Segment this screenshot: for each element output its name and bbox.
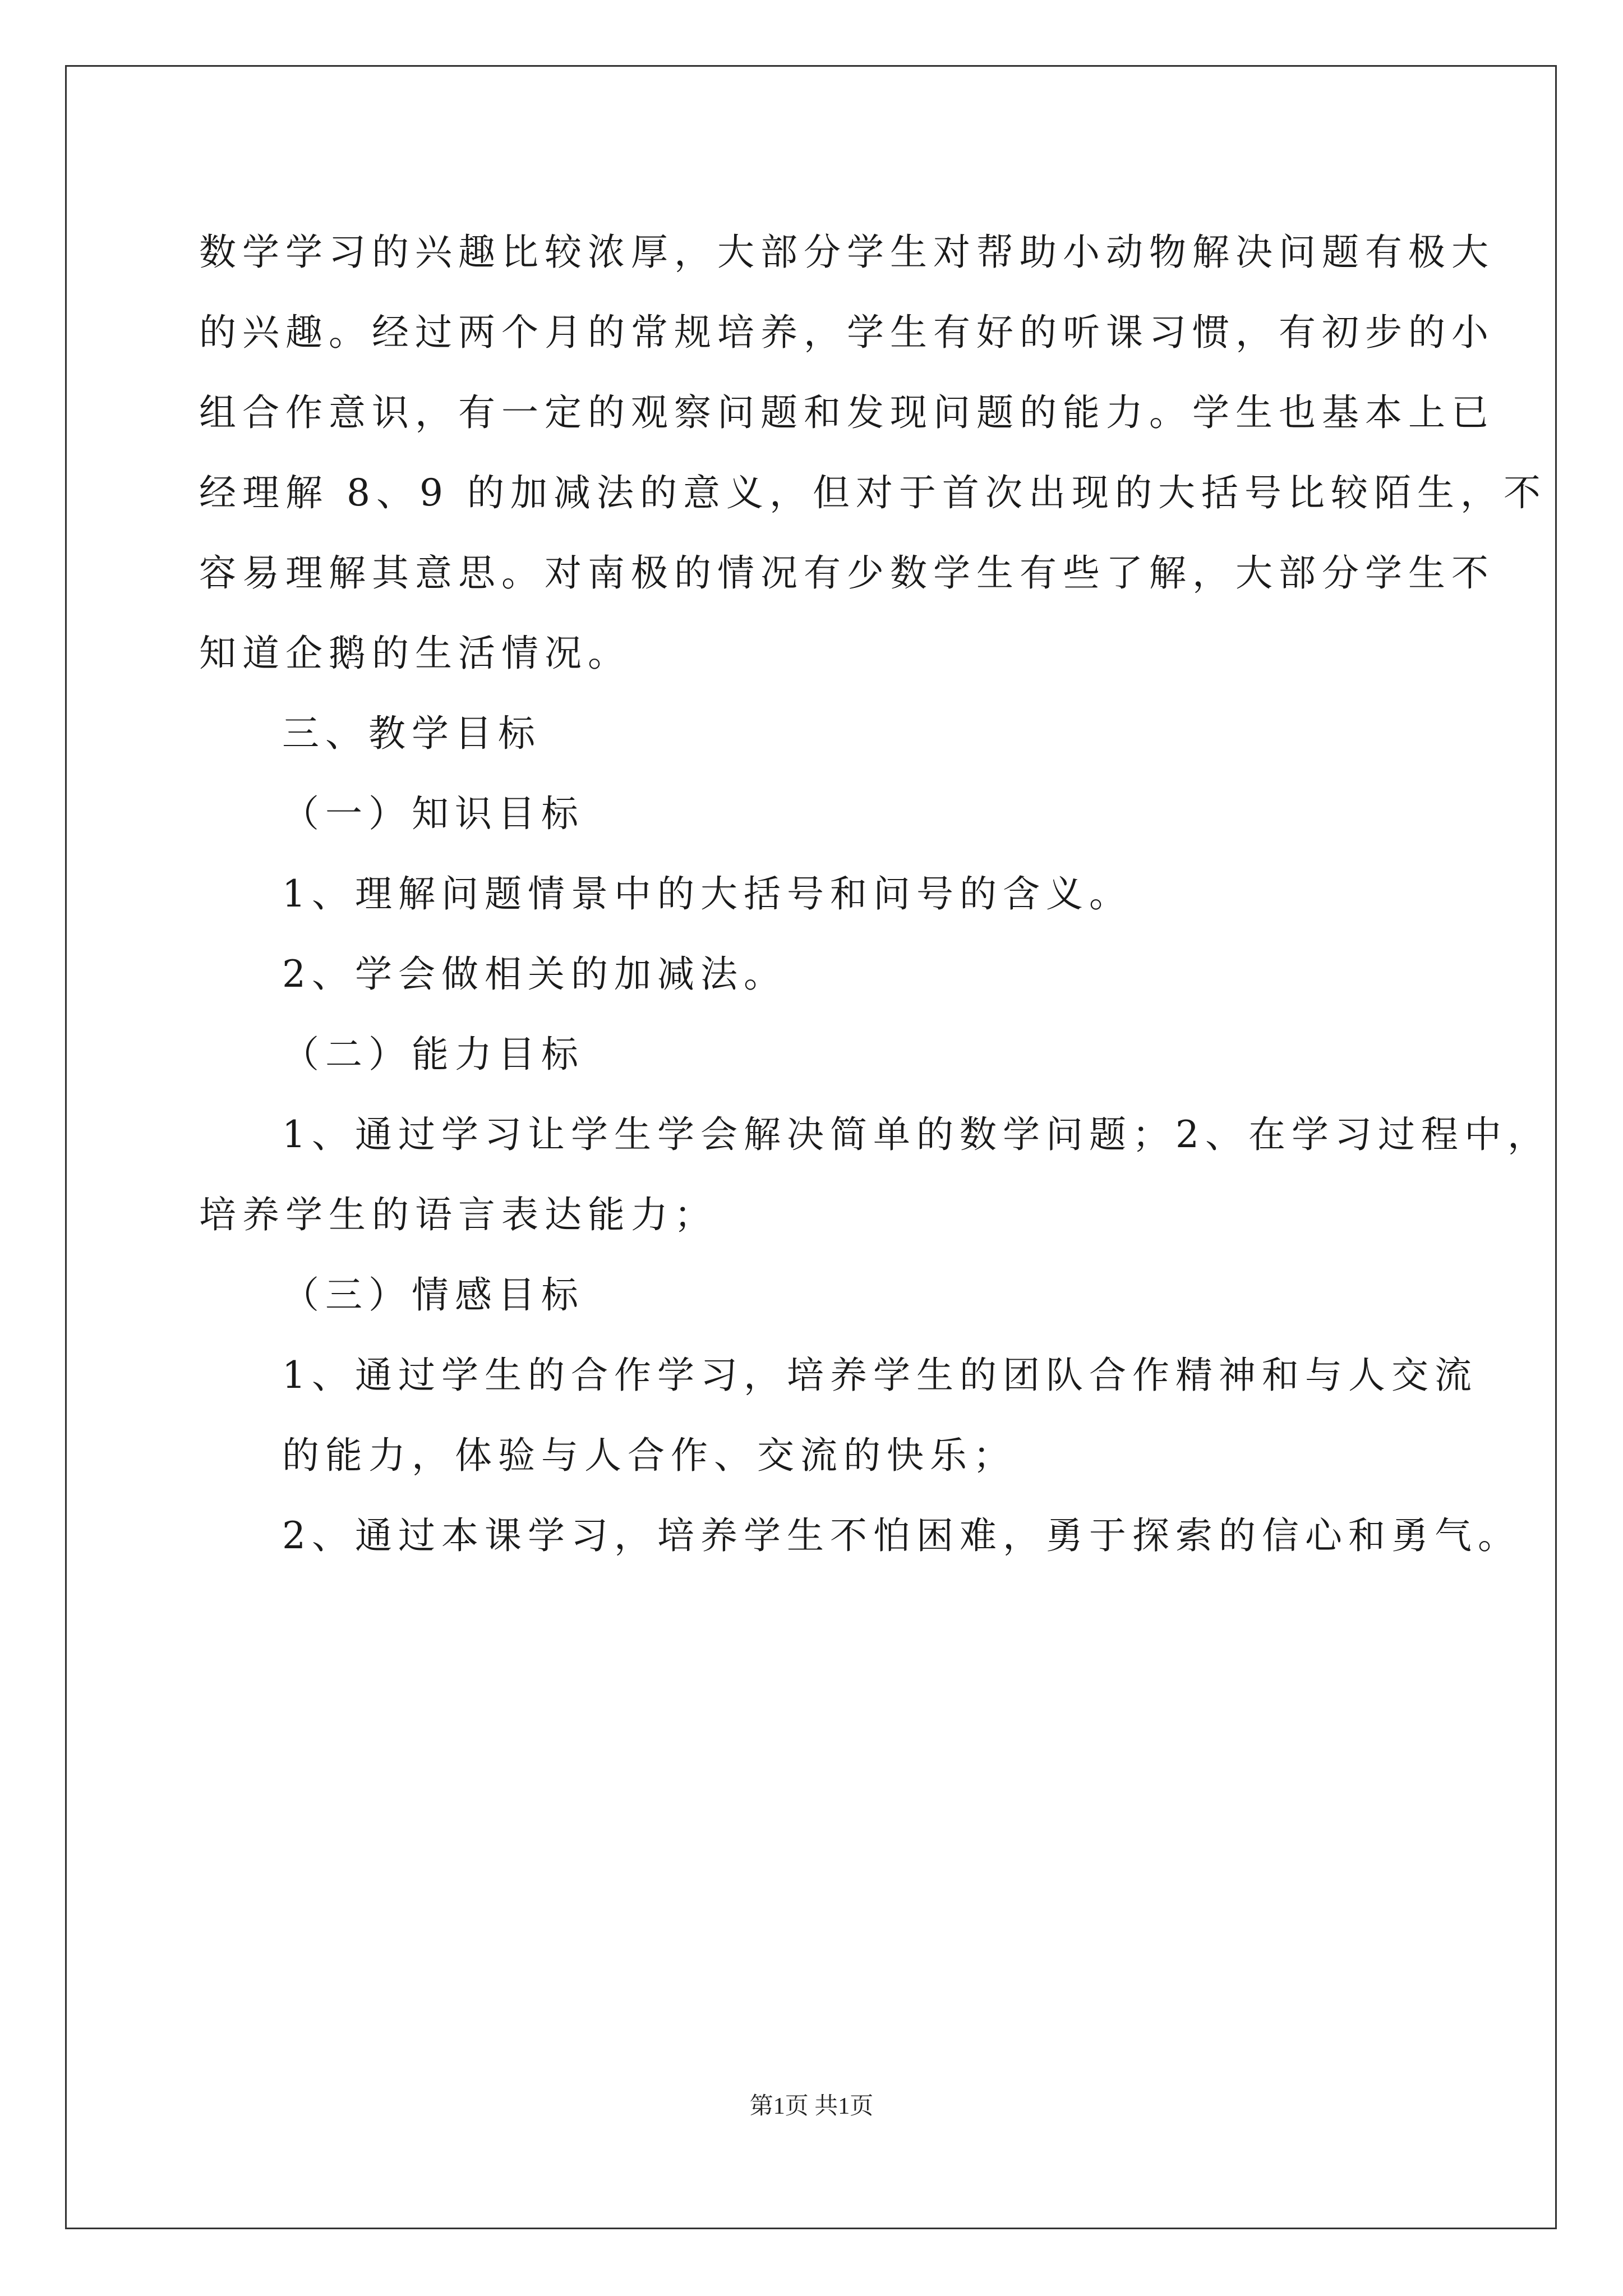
page-footer: 第1页 共1页	[749, 2093, 874, 2119]
list-item: 2、学会做相关的加减法。	[282, 953, 787, 996]
subsection-heading: （一）知识目标	[282, 792, 584, 835]
paragraph-line: 经理解 8、9 的加减法的意义，但对于首次出现的大括号比较陌生，不	[199, 471, 1547, 514]
paragraph-line: 组合作意识，有一定的观察问题和发现问题的能力。学生也基本上已	[199, 391, 1495, 434]
paragraph-line: 的兴趣。经过两个月的常规培养，学生有好的听课习惯，有初步的小	[199, 311, 1495, 354]
paragraph-line: 容易理解其意思。对南极的情况有少数学生有些了解，大部分学生不	[199, 551, 1495, 595]
paragraph-line: 数学学习的兴趣比较浓厚，大部分学生对帮助小动物解决问题有极大	[199, 231, 1495, 274]
list-item-continuation: 培养学生的语言表达能力；	[199, 1193, 717, 1236]
section-heading: 三、教学目标	[282, 712, 541, 755]
list-item: 1、理解问题情景中的大括号和问号的含义。	[282, 872, 1132, 915]
paragraph-line: 知道企鹅的生活情况。	[199, 632, 631, 675]
list-item: 2、通过本课学习，培养学生不怕困难，勇于探索的信心和勇气。	[282, 1514, 1521, 1557]
list-item-continuation: 的能力，体验与人合作、交流的快乐；	[282, 1434, 1016, 1477]
list-item: 1、通过学生的合作学习，培养学生的团队合作精神和与人交流	[282, 1354, 1478, 1397]
list-item: 1、通过学习让学生学会解决简单的数学问题；2、在学习过程中，	[282, 1113, 1551, 1156]
subsection-heading: （三）情感目标	[282, 1273, 584, 1317]
subsection-heading: （二）能力目标	[282, 1033, 584, 1076]
